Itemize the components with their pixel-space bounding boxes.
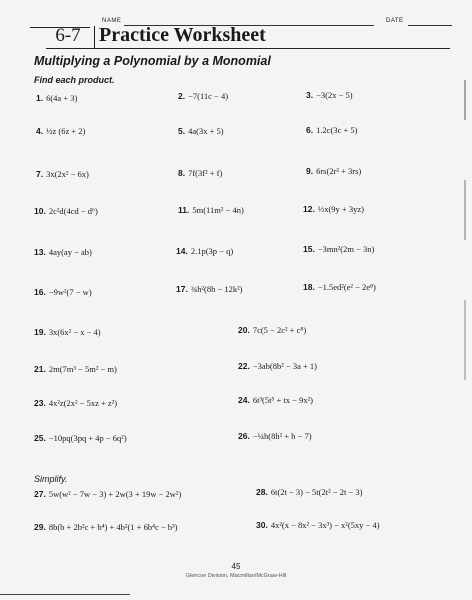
date-line <box>408 25 452 26</box>
problem-item: 28. 6t(2t − 3) − 5t(2t² − 2t − 3) <box>256 487 363 497</box>
problem-item: 6. 1.2c(3c + 5) <box>306 125 358 135</box>
problem-item: 2. −7(11c − 4) <box>178 91 229 101</box>
problem-item: 25. −10pq(3pq + 4p − 6q²) <box>34 433 127 443</box>
problem-item: 17. ¾h²(8h − 12k²) <box>176 284 243 294</box>
title-rule <box>94 48 450 49</box>
problem-item: 12. ⅓x(9y + 3yz) <box>303 204 364 214</box>
scan-edge-mark <box>464 80 466 120</box>
problem-item: 23. 4x²z(2x² − 5xz + z²) <box>34 398 118 408</box>
problem-item: 3. −3(2x − 5) <box>306 90 353 100</box>
problem-item: 7. 3x(2x² − 6x) <box>36 169 89 179</box>
problem-item: 10. 2c²d(4cd − d⁶) <box>34 206 98 216</box>
problem-item: 22. −3ab(8b² − 3a + 1) <box>238 361 317 371</box>
problem-item: 30. 4x²(x − 8x² − 3x³) − x²(5xy − 4) <box>256 520 380 530</box>
page-subtitle: Multiplying a Polynomial by a Monomial <box>34 54 271 68</box>
problem-item: 29. 8b(b + 2b²c + b⁴) + 4b²(1 + 6b⁴c − b³) <box>34 522 178 532</box>
publisher-line: Glencoe Division, Macmillan/McGraw-Hill <box>185 573 287 579</box>
problem-item: 24. 6t³(5t⁵ + tx − 9x²) <box>238 395 313 405</box>
problem-item: 1. 6(4a + 3) <box>36 93 78 103</box>
problem-item: 5. 4a(3x + 5) <box>178 126 224 136</box>
instruction-text: Find each product. <box>34 75 115 85</box>
scan-bottom-mark <box>0 594 130 595</box>
problem-item: 18. −1.5ed²(e² − 2e⁸) <box>303 282 376 292</box>
title-divider <box>94 26 95 48</box>
lesson-number: 6-7 <box>55 25 81 46</box>
problem-item: 21. 2m(7m³ − 5m² − m) <box>34 364 117 374</box>
problem-item: 14. 2.1p(3p − q) <box>176 246 234 256</box>
problem-item: 16. −9w²(7 − w) <box>34 287 92 297</box>
page-title: Practice Worksheet <box>99 24 266 46</box>
problem-item: 9. 6rs(2r² + 3rs) <box>306 166 362 176</box>
scan-edge-mark <box>464 300 466 380</box>
problem-item: 8. 7f(3f² + f) <box>178 168 223 178</box>
simplify-label: Simplify. <box>34 474 68 484</box>
problem-item: 26. −¼h(8h² + h − 7) <box>238 431 312 441</box>
name-label: NAME <box>102 18 122 24</box>
scan-edge-mark <box>464 180 466 240</box>
problem-item: 27. 5w(w² − 7w − 3) + 2w(3 + 19w − 2w²) <box>34 489 182 499</box>
problem-item: 15. −3mn²(2m − 3n) <box>303 244 375 254</box>
lesson-rule-bottom <box>46 48 94 49</box>
problem-item: 19. 3x(6x² − x − 4) <box>34 327 101 337</box>
page-number: 45 <box>231 562 241 571</box>
problem-item: 4. ½z (6z + 2) <box>36 126 86 136</box>
problem-item: 20. 7c(5 − 2c² + c⁸) <box>238 325 307 335</box>
problem-item: 13. 4ay(ay − ab) <box>34 247 92 257</box>
problem-item: 11. 5m(11m² − 4n) <box>178 205 244 215</box>
date-label: DATE <box>386 18 404 24</box>
